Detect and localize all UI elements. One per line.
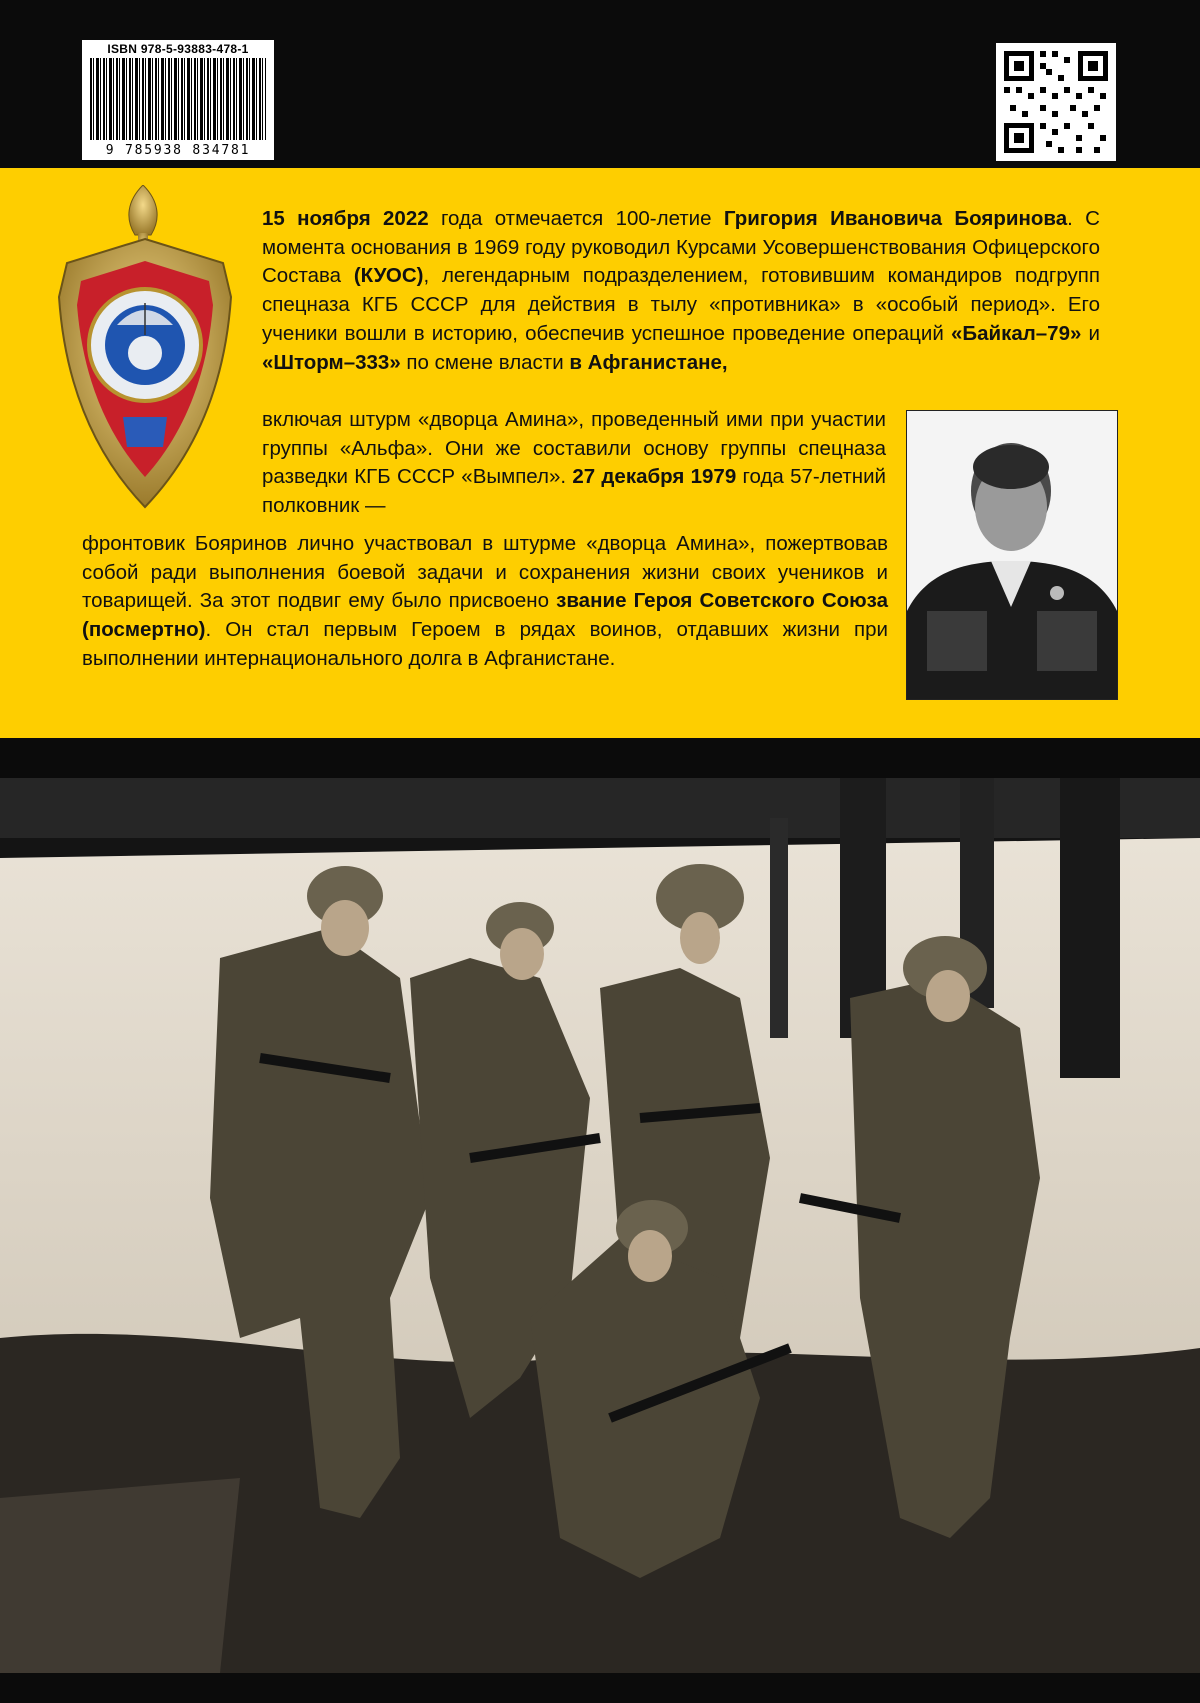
hero-title-highlight: звание Героя Советского Союза (посмертно) [82,589,888,642]
text-run: по смене власти [400,350,570,374]
date-highlight: 27 декабря 1979 [572,465,737,489]
group-photo-graphic [0,778,1200,1673]
text-run: года 57-летний полковник — [262,465,887,518]
name-highlight: Григория Ивановича Бояринова [723,207,1068,230]
operation-baikal: «Байкал–79» [950,321,1082,345]
operation-storm: «Шторм–333» [262,350,401,374]
date-highlight: 15 ноября 2022 [262,207,429,230]
kuos-highlight: (КУОС) [353,264,424,288]
text-run: года отмечается 100-летие [428,207,724,230]
text-run: включая штурм «дворца Амина», проведенный ими при участии группы «Альфа». Они же составили основу группы спецназа разведки КГБ СССР «Вымпел». [262,408,886,489]
barcode-digits: 9 785938 834781 [105,143,251,158]
text-run: и [1081,321,1101,345]
article-paragraph-3 [82,530,888,674]
qr-code-icon [996,43,1116,161]
kuos-shield-emblem-icon [55,185,235,513]
text-run: , легендарным подразделением, готовившим командиров подгрупп спецназа КГБ СССР для действия в тылу «противника» в «особый период». Его ученики вошли в историю, обеспечив успешное проведение операций [262,264,1100,345]
officer-portrait-icon [906,410,1118,700]
text-run: . С момента основания в 1969 году руководил Курсами Усовершенствования Офицерского Состава [262,207,1100,288]
text-run: фронтовик Бояринов лично участвовал в штурме «дворца Амина», пожертвовав собой ради выполнения боевой задачи и сохранения жизни своих учеников и товарищей. За этот подвиг ему было присвоено [82,532,888,613]
barcode-bars-icon [90,58,266,140]
qr-code-graphic [996,43,1116,161]
article-paragraph-1 [262,205,1100,377]
article-paragraph-2 [262,406,886,521]
isbn-barcode [82,40,274,160]
text-run: . Он стал первым Героем в рядах воинов, отдавших жизни при выполнении интернационального долга в Афганистане. [82,618,888,670]
isbn-label: ISBN 978-5-93883-478-1 [107,42,249,56]
soldiers-group-photo-icon [0,778,1200,1673]
portrait-graphic [907,411,1117,699]
afghanistan-highlight: в Афганистане, [569,350,728,374]
